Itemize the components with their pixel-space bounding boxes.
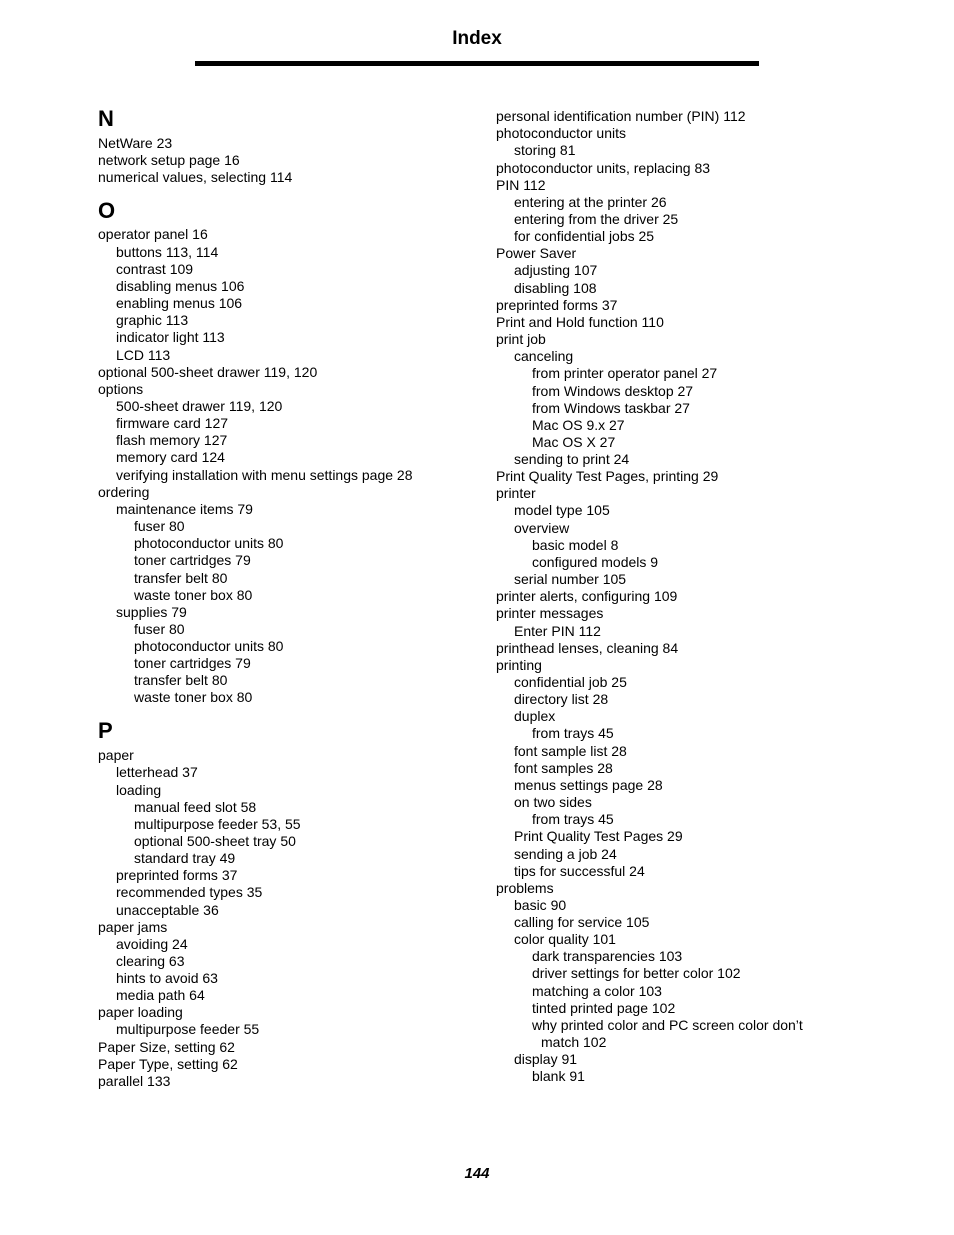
index-subentry: for confidential jobs 25 — [514, 228, 655, 244]
index-entry: paper jams — [98, 919, 168, 935]
section-heading-o: O — [98, 198, 116, 223]
index-subentry: avoiding 24 — [116, 936, 188, 952]
index-subentry: entering from the driver 25 — [514, 211, 679, 227]
index-subentry: enabling menus 106 — [116, 295, 243, 311]
index-entry: PIN 112 — [496, 177, 546, 193]
index-subentry: firmware card 127 — [116, 415, 229, 431]
index-subentry: 500-sheet drawer 119, 120 — [116, 398, 283, 414]
index-subentry: unacceptable 36 — [116, 902, 219, 918]
index-subentry: contrast 109 — [116, 261, 194, 277]
index-entry: Print Quality Test Pages, printing 29 — [496, 468, 719, 484]
page-title: Index — [452, 28, 502, 49]
index-subsubentry: from Windows taskbar 27 — [532, 400, 690, 416]
index-subentry: verifying installation with menu settings page 28 — [116, 467, 413, 483]
index-subentry: tips for successful 24 — [514, 863, 645, 879]
index-subsubentry: tinted printed page 102 — [532, 1000, 676, 1016]
index-subentry: adjusting 107 — [514, 262, 598, 278]
index-entry: paper — [98, 747, 134, 763]
index-subentry: menus settings page 28 — [514, 777, 663, 793]
index-subsubentry: fuser 80 — [134, 621, 185, 637]
index-subentry: multipurpose feeder 55 — [116, 1021, 260, 1037]
index-subsubentry: optional 500-sheet tray 50 — [134, 833, 296, 849]
index-subentry: display 91 — [514, 1051, 578, 1067]
index-subentry: recommended types 35 — [116, 884, 263, 900]
index-entry: printing — [496, 657, 542, 673]
page-number: 144 — [464, 1165, 490, 1182]
index-subentry: flash memory 127 — [116, 432, 228, 448]
index-subsubentry: photoconductor units 80 — [134, 638, 284, 654]
index-subentry: sending a job 24 — [514, 846, 617, 862]
index-subentry: calling for service 105 — [514, 914, 650, 930]
index-subentry: memory card 124 — [116, 449, 225, 465]
index-subentry: disabling 108 — [514, 280, 597, 296]
index-entry: preprinted forms 37 — [496, 297, 618, 313]
index-subsubentry: waste toner box 80 — [134, 689, 253, 705]
index-subsubentry: blank 91 — [532, 1068, 585, 1084]
index-entry: numerical values, selecting 114 — [98, 169, 293, 185]
index-subentry: buttons 113, 114 — [116, 244, 219, 260]
index-entry: printer messages — [496, 605, 604, 621]
index-subentry: serial number 105 — [514, 571, 627, 587]
index-subentry: font samples 28 — [514, 760, 613, 776]
index-entry: parallel 133 — [98, 1073, 171, 1089]
index-subsubentry: fuser 80 — [134, 518, 185, 534]
index-subentry: loading — [116, 782, 162, 798]
index-entry: printhead lenses, cleaning 84 — [496, 640, 679, 656]
header-rule — [195, 61, 759, 66]
index-entry: problems — [496, 880, 554, 896]
index-subsubentry: manual feed slot 58 — [134, 799, 257, 815]
index-subentry: on two sides — [514, 794, 592, 810]
index-subsubentry: basic model 8 — [532, 537, 619, 553]
index-subentry: hints to avoid 63 — [116, 970, 218, 986]
index-subentry: canceling — [514, 348, 574, 364]
index-subsubentry: waste toner box 80 — [134, 587, 253, 603]
index-subsubentry: multipurpose feeder 53, 55 — [134, 816, 301, 832]
index-subentry: preprinted forms 37 — [116, 867, 238, 883]
index-entry: Paper Type, setting 62 — [98, 1056, 238, 1072]
index-subentry: maintenance items 79 — [116, 501, 253, 517]
index-entry: print job — [496, 331, 546, 347]
index-subentry: supplies 79 — [116, 604, 187, 620]
index-subsubentry: why printed color and PC screen color don’t — [532, 1017, 803, 1033]
index-subentry: basic 90 — [514, 897, 567, 913]
index-entry: personal identification number (PIN) 112 — [496, 108, 746, 124]
index-entry: operator panel 16 — [98, 226, 208, 242]
index-subentry: font sample list 28 — [514, 743, 627, 759]
index-subentry: disabling menus 106 — [116, 278, 245, 294]
index-entry: photoconductor units, replacing 83 — [496, 160, 711, 176]
index-subsubentry: from printer operator panel 27 — [532, 365, 718, 381]
index-subentry: entering at the printer 26 — [514, 194, 667, 210]
index-entry: printer alerts, configuring 109 — [496, 588, 678, 604]
index-subentry: sending to print 24 — [514, 451, 630, 467]
index-subsubentry: toner cartridges 79 — [134, 552, 251, 568]
index-subentry: letterhead 37 — [116, 764, 198, 780]
index-subsubentry: dark transparencies 103 — [532, 948, 683, 964]
index-subsubentry: Mac OS 9.x 27 — [532, 417, 625, 433]
index-subsubentry: Mac OS X 27 — [532, 434, 616, 450]
index-subentry: Print Quality Test Pages 29 — [514, 828, 683, 844]
index-entry: Power Saver — [496, 245, 577, 261]
index-subentry: model type 105 — [514, 502, 610, 518]
index-entry: Paper Size, setting 62 — [98, 1039, 235, 1055]
index-subsubentry: photoconductor units 80 — [134, 535, 284, 551]
index-subsubentry: transfer belt 80 — [134, 570, 228, 586]
index-entry: Print and Hold function 110 — [496, 314, 664, 330]
index-entry: paper loading — [98, 1004, 183, 1020]
index-entry: network setup page 16 — [98, 152, 240, 168]
index-subentry: clearing 63 — [116, 953, 185, 969]
index-subsubentry: matching a color 103 — [532, 983, 662, 999]
index-subsubentry: from Windows desktop 27 — [532, 383, 694, 399]
index-subentry: Enter PIN 112 — [514, 623, 601, 639]
index-subentry: LCD 113 — [116, 347, 171, 363]
index-entry: printer — [496, 485, 536, 501]
index-subentry: overview — [514, 520, 570, 536]
index-subentry: confidential job 25 — [514, 674, 627, 690]
index-subsubentry: driver settings for better color 102 — [532, 965, 741, 981]
index-subentry: duplex — [514, 708, 556, 724]
index-subsubentry: toner cartridges 79 — [134, 655, 251, 671]
index-entry: ordering — [98, 484, 150, 500]
section-heading-n: N — [98, 106, 114, 131]
index-entry: options — [98, 381, 144, 397]
index-entry: optional 500-sheet drawer 119, 120 — [98, 364, 318, 380]
index-subsubentry: transfer belt 80 — [134, 672, 228, 688]
index-subentry: storing 81 — [514, 142, 576, 158]
index-entry: photoconductor units — [496, 125, 626, 141]
index-subsubentry: configured models 9 — [532, 554, 659, 570]
index-entry: NetWare 23 — [98, 135, 173, 151]
index-subsubentry: from trays 45 — [532, 725, 614, 741]
index-continuation: match 102 — [541, 1034, 607, 1050]
index-subentry: graphic 113 — [116, 312, 189, 328]
index-subentry: directory list 28 — [514, 691, 609, 707]
index-subsubentry: from trays 45 — [532, 811, 614, 827]
index-subentry: media path 64 — [116, 987, 205, 1003]
index-subentry: indicator light 113 — [116, 329, 225, 345]
index-subsubentry: standard tray 49 — [134, 850, 236, 866]
section-heading-p: P — [98, 718, 113, 743]
index-subentry: color quality 101 — [514, 931, 616, 947]
